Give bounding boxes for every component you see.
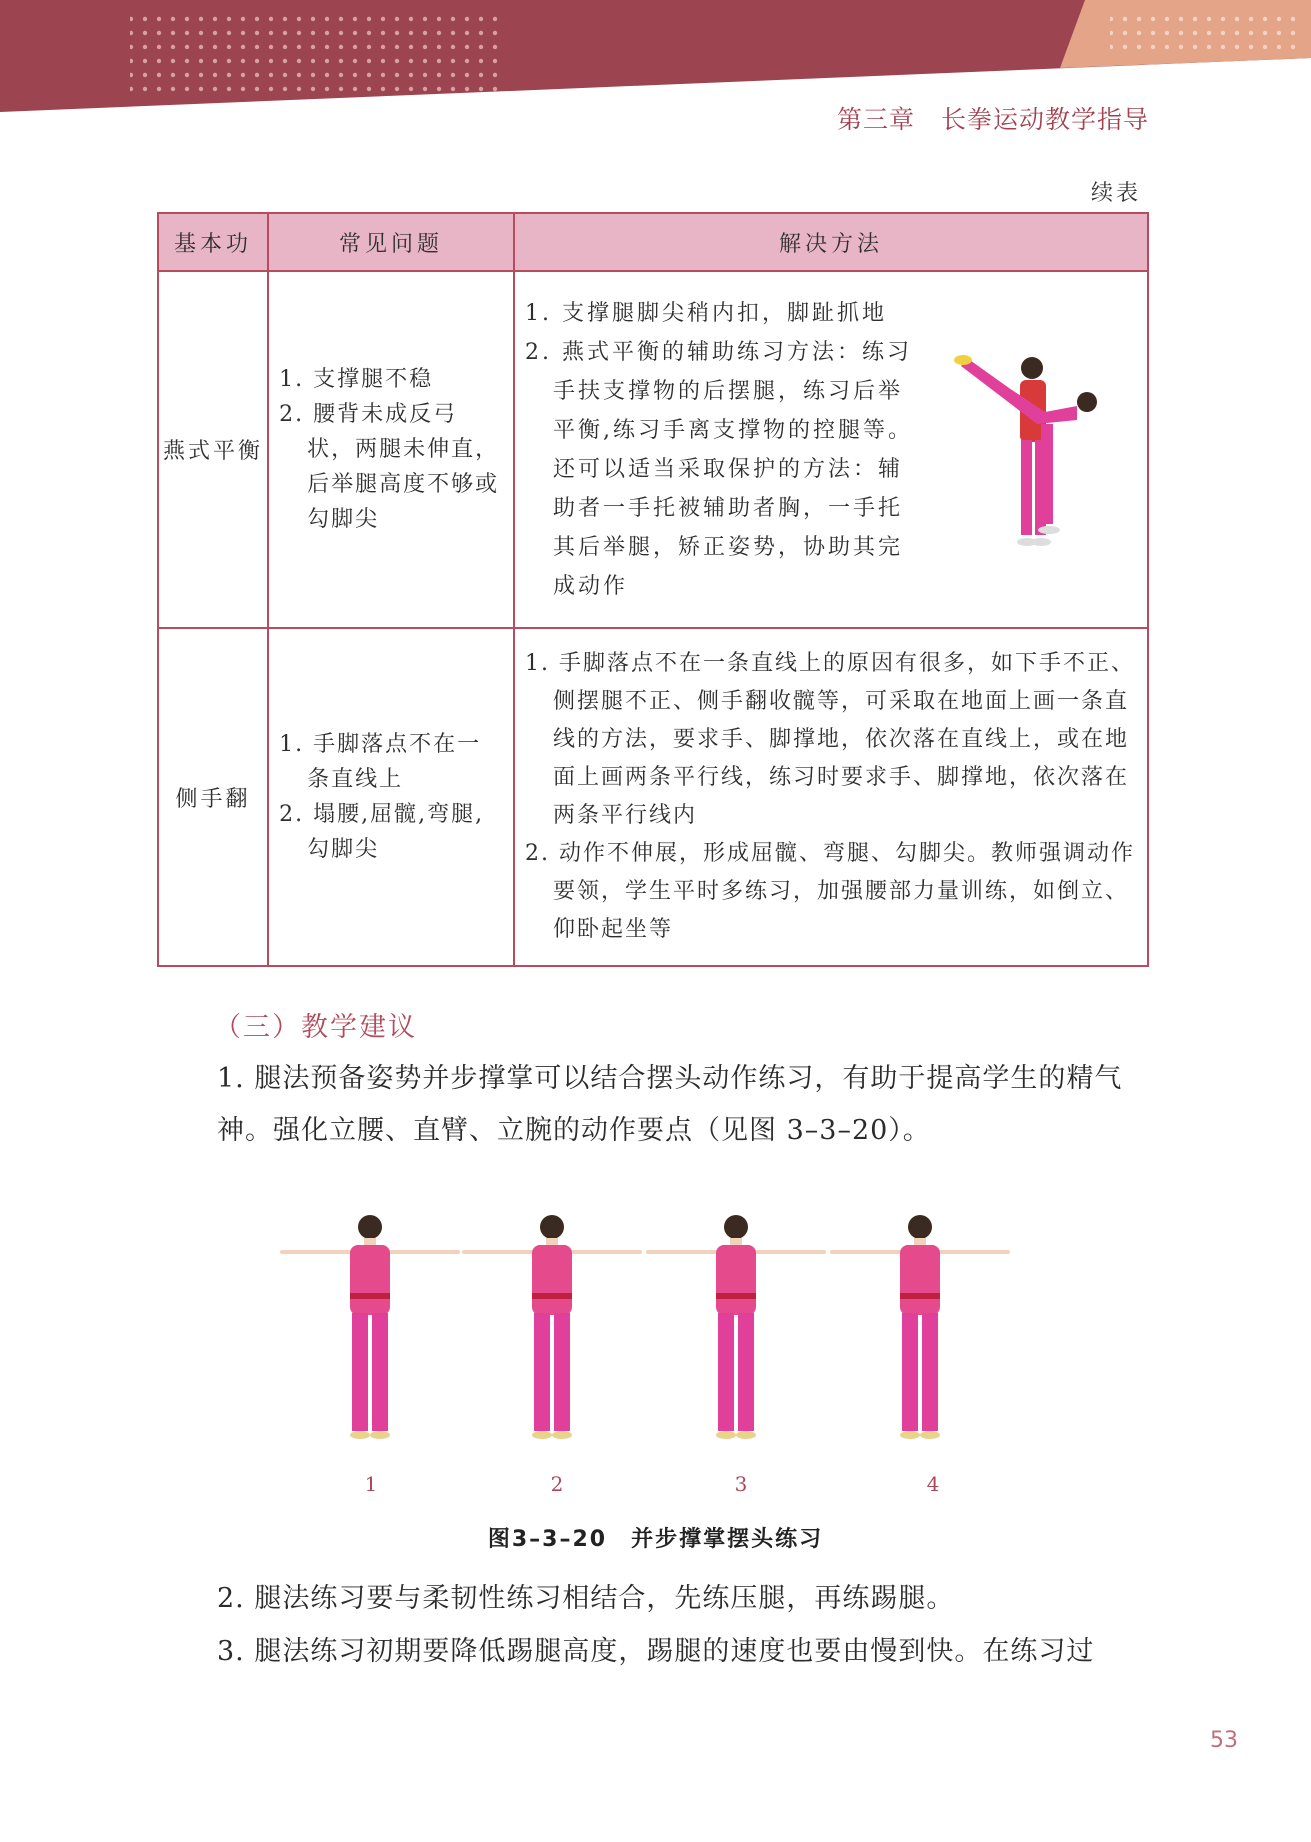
- problems-solutions-table: [157, 212, 1149, 967]
- figure-number: 3: [734, 1472, 748, 1496]
- pose-figure: [646, 1215, 826, 1439]
- pose-figure: [830, 1215, 1010, 1439]
- figure-number: 4: [926, 1472, 940, 1496]
- solution-item: 2. 动作不伸展，形成屈髋、弯腿、勾脚尖。教师强调动作要领，学生平时多练习，加强腰部力量训练，如倒立、仰卧起坐等: [525, 841, 1135, 942]
- figure-caption: 图3–3–20 并步撑掌摆头练习: [487, 1527, 824, 1552]
- pose-figure: [280, 1215, 460, 1439]
- problem-item: 1. 手脚落点不在一条直线上: [279, 732, 482, 792]
- solutions-cell: [514, 271, 1148, 628]
- solutions-cell: [514, 628, 1148, 966]
- paragraph: [157, 1573, 1149, 1625]
- chapter-title: 第三章 长拳运动教学指导: [836, 105, 1149, 134]
- header-decor-band: [0, 0, 1311, 115]
- solution-item: 2. 燕式平衡的辅助练习方法：练习手扶支撑物的后摆腿，练习后举平衡,练习手离支撑物的控腿等。还可以适当采取保护的方法：辅助者一手托被辅助者胸，一手托其后举腿，矫正姿势，协助其完成动作: [525, 339, 913, 599]
- header-skill: 基本功: [158, 213, 268, 271]
- paragraph: [157, 1626, 1149, 1678]
- solution-item: 1. 支撑腿脚尖稍内扣，脚趾抓地: [525, 300, 887, 326]
- solution-item: 1. 手脚落点不在一条直线上的原因有很多，如下手不正、侧摆腿不正、侧手翻收髋等，可采取在地面上画一条直线的方法，要求手、脚撑地，依次落在直线上，或在地面上画两条平行线，练习时要求手、脚撑地，依次落在两条平行线内: [525, 651, 1135, 828]
- problem-item: 1. 支撑腿不稳: [279, 367, 434, 392]
- paragraph-text: 1. 腿法预备姿势并步撑掌可以结合摆头动作练习，有助于提高学生的精气神。强化立腰、直臂、立腕的动作要点（见图 3–3–20）。: [217, 1063, 1123, 1146]
- figure-poses-photos: [280, 1205, 1040, 1445]
- skill-cell: 侧手翻: [158, 628, 268, 966]
- skill-cell: 燕式平衡: [158, 271, 268, 628]
- problem-item: 2. 腰背未成反弓状，两腿未伸直，后举腿高度不够或勾脚尖: [279, 402, 500, 532]
- paragraph: [157, 1053, 1149, 1157]
- continued-table-label: 续表: [1090, 181, 1141, 206]
- figure-number: 2: [550, 1472, 564, 1496]
- swallow-balance-photo: [937, 340, 1137, 560]
- figure-number: 1: [364, 1472, 378, 1496]
- table-row: [158, 271, 1148, 628]
- pose-figure: [462, 1215, 642, 1439]
- section-heading: （三）教学建议: [214, 1012, 417, 1043]
- page-number: 53: [1210, 1728, 1238, 1753]
- header-solutions: 解决方法: [514, 213, 1148, 271]
- header-problems: 常见问题: [268, 213, 514, 271]
- paragraph-text: 3. 腿法练习初期要降低踢腿高度，踢腿的速度也要由慢到快。在练习过: [217, 1636, 1095, 1667]
- problems-cell: [268, 628, 514, 966]
- paragraph-text: 2. 腿法练习要与柔韧性练习相结合，先练压腿，再练踢腿。: [217, 1583, 955, 1614]
- problems-cell: [268, 271, 514, 628]
- problem-item: 2. 塌腰,屈髋,弯腿,勾脚尖: [279, 802, 485, 862]
- table-row: [158, 628, 1148, 966]
- table-header-row: [158, 213, 1148, 271]
